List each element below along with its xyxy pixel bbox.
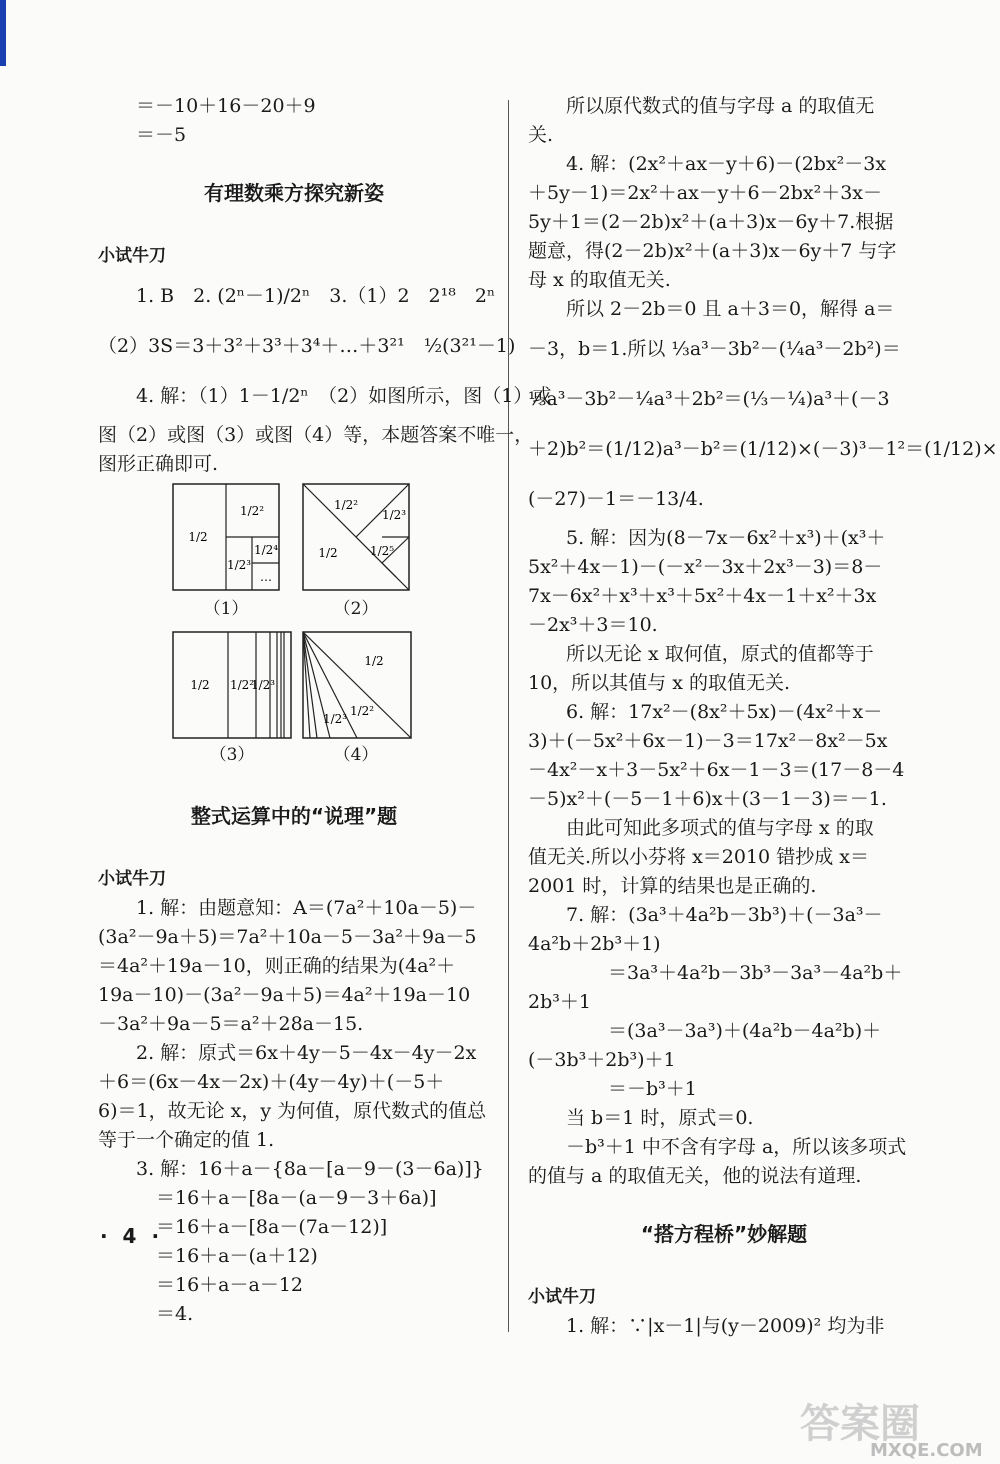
text-line: ＝3a³＋4a²b－3b³－3a³－4a²b＋ [608, 962, 903, 984]
text-line: 2. 解：原式＝6x＋4y－5－4x－4y－2x [136, 1042, 477, 1064]
text-line: 4. 解：(2x²＋ax－y＋6)－(2bx²－3x [566, 153, 887, 175]
fig4-label: 1/2³ [322, 712, 348, 726]
text-line: 5y＋1＝(2－2b)x²＋(a＋3)x－6y＋7.根据 [528, 211, 894, 233]
fig3-label: 1/2³ [250, 678, 276, 692]
text-line: ＝16＋a－a－12 [156, 1274, 304, 1296]
text-line: 等于一个确定的值 1. [98, 1129, 275, 1151]
text-line: 5x²＋4x－1)－(－x²－3x＋2x³－3)＝8－ [528, 556, 883, 578]
text-line: 4. 解：（1）1－1/2ⁿ （2）如图所示，图（1）或 [136, 385, 552, 407]
text-line: ＋5y－1)＝2x²＋ax－y＋6－2bx²＋3x－ [528, 182, 882, 204]
fig4-label: 1/2² [349, 704, 375, 718]
text-line: 值无关.所以小芬将 x＝2010 错抄成 x＝ [528, 846, 869, 868]
text-line: ＝(3a³－3a³)＋(4a²b－4a²b)＋ [608, 1020, 882, 1042]
edge-mark [0, 0, 6, 66]
text-line: ＋6＝(6x－4x－2x)＋(4y－4y)＋(－5＋ [98, 1071, 445, 1093]
text-line: 6. 解：17x²－(8x²＋5x)－(4x²＋x－ [566, 701, 883, 723]
text-line: 3. 解：16＋a－{8a－[a－9－(3－6a)]} [136, 1158, 484, 1180]
section-subtitle: 小试牛刀 [528, 1287, 596, 1307]
text-line: 10，所以其值与 x 的取值无关. [528, 672, 791, 694]
fig4-label: 1/2 [364, 654, 384, 668]
watermark-logo: 答案圈 [800, 1401, 920, 1447]
figure-4 [302, 631, 412, 739]
text-line: －5)x²＋(－5－1＋6)x＋(3－1－3)＝－1. [528, 788, 887, 810]
fig1-label: … [260, 570, 272, 584]
text-line: 图（2）或图（3）或图（4）等，本题答案不唯一， [98, 424, 534, 446]
text-line: ＝16＋a－[8a－(7a－12)] [156, 1216, 388, 1238]
section-title: 整式运算中的“说理”题 [190, 804, 398, 828]
text-line: 所以无论 x 取何值，原式的值都等于 [566, 643, 874, 665]
text-line: 所以 2－2b＝0 且 a＋3＝0，解得 a＝ [566, 298, 895, 320]
text-line: 由此可知此多项式的值与字母 x 的取 [566, 817, 874, 839]
section-subtitle: 小试牛刀 [98, 246, 166, 266]
column-divider [508, 100, 509, 1332]
text-line: 关. [528, 124, 554, 146]
text-line: (3a²－9a＋5)＝7a²＋10a－5－3a²＋9a－5 [98, 926, 477, 948]
text-line: ⅓a³－3b²－¼a³＋2b²＝(⅓－¼)a³＋(－3 [528, 388, 890, 410]
figure-2 [302, 483, 410, 591]
fig2-label: 1/2 [318, 546, 338, 560]
text-line: 7. 解：(3a³＋4a²b－3b³)＋(－3a³－ [566, 904, 883, 926]
figure-caption: （4） [333, 745, 379, 765]
section-title: 有理数乘方探究新姿 [204, 181, 384, 205]
right-column [528, 92, 998, 1341]
text-line: －2x³＋3＝10. [528, 614, 658, 636]
text-line: 母 x 的取值无关. [528, 269, 671, 291]
text-line: 3)＋(－5x²＋6x－1)－3＝17x²－8x²－5x [528, 730, 888, 752]
text-line: ＝16＋a－(a＋12) [156, 1245, 318, 1267]
text-line: 的值与 a 的取值无关，他的说法有道理. [528, 1165, 862, 1187]
text-line: －b³＋1 中不含有字母 a，所以该多项式 [566, 1136, 907, 1158]
text-line: ＝16＋a－[8a－(a－9－3＋6a)] [156, 1187, 437, 1209]
text-line: 4a²b＋2b³＋1) [528, 933, 661, 955]
text-line: 当 b＝1 时，原式＝0. [566, 1107, 754, 1129]
text-line: ＋2)b²＝(1/12)a³－b²＝(1/12)×(－3)³－1²＝(1/12)× [528, 438, 998, 460]
text-line: （2）3S＝3＋3²＋3³＋3⁴＋…＋3²¹ ½(3²¹－1) [98, 335, 516, 357]
figure-caption: （2） [333, 599, 379, 619]
fig2-label: 1/2³ [381, 508, 407, 522]
text-line: －3，b＝1.所以 ⅓a³－3b²－(¼a³－2b²)＝ [528, 338, 901, 360]
figure-1 [172, 483, 280, 591]
text-line: ＝－10＋16－20＋9 [136, 95, 316, 117]
text-line: (－3b³＋2b³)＋1 [528, 1049, 676, 1071]
text-line: 1. B 2. (2ⁿ－1)/2ⁿ 3.（1）2 2¹⁸ 2ⁿ [136, 285, 496, 307]
text-line: 1. 解：由题意知：A＝(7a²＋10a－5)－ [136, 897, 477, 919]
text-line: ＝－b³＋1 [608, 1078, 697, 1100]
fig1-label: 1/2 [188, 530, 208, 544]
fig1-label: 1/2² [239, 504, 265, 518]
text-line: －3a²＋9a－5＝a²＋28a－15. [98, 1013, 364, 1035]
text-line: ＝4a²＋19a－10，则正确的结果为(4a²＋ [98, 955, 456, 977]
fig1-label: 1/2³ [226, 558, 252, 572]
text-line: 图形正确即可. [98, 453, 219, 475]
figure-3 [172, 631, 292, 739]
text-line: ＝－5 [136, 124, 187, 146]
text-line: 1. 解：∵|x－1|与(y－2009)² 均为非 [566, 1315, 885, 1337]
text-line: －4x²－x＋3－5x²＋6x－1－3＝(17－8－4 [528, 759, 905, 781]
text-line: 5. 解：因为(8－7x－6x²＋x³)＋(x³＋ [566, 527, 886, 549]
fig2-label: 1/2⁵ [369, 544, 395, 558]
watermark-url: MXQE.COM [870, 1440, 983, 1461]
figure-caption: （3） [209, 745, 255, 765]
section-subtitle: 小试牛刀 [98, 869, 166, 889]
text-line: 2b³＋1 [528, 991, 591, 1013]
text-line: 7x－6x²＋x³＋x³＋5x²＋4x－1＋x²＋3x [528, 585, 877, 607]
text-line: 所以原代数式的值与字母 a 的取值无 [566, 95, 875, 117]
text-line: ＝4. [156, 1303, 194, 1325]
left-column [98, 92, 552, 1329]
fig2-label: 1/2² [333, 498, 359, 512]
page-number: · 4 · [100, 1224, 164, 1248]
text-line: 19a－10)－(3a²－9a＋5)＝4a²＋19a－10 [98, 984, 471, 1006]
fig3-label: 1/2² [229, 678, 255, 692]
text-line: 2001 时，计算的结果也是正确的. [528, 875, 817, 897]
text-line: 6)＝1，故无论 x，y 为何值，原代数式的值总 [98, 1100, 487, 1122]
figure-caption: （1） [203, 599, 249, 619]
text-line: 题意，得(2－2b)x²＋(a＋3)x－6y＋7 与字 [528, 240, 897, 262]
fig1-label: 1/2⁴ [253, 543, 279, 557]
text-line: (－27)－1＝－13/4. [528, 488, 704, 510]
section-title: “搭方程桥”妙解题 [640, 1222, 808, 1246]
figure-group [98, 483, 490, 773]
fig3-label: 1/2 [190, 678, 210, 692]
